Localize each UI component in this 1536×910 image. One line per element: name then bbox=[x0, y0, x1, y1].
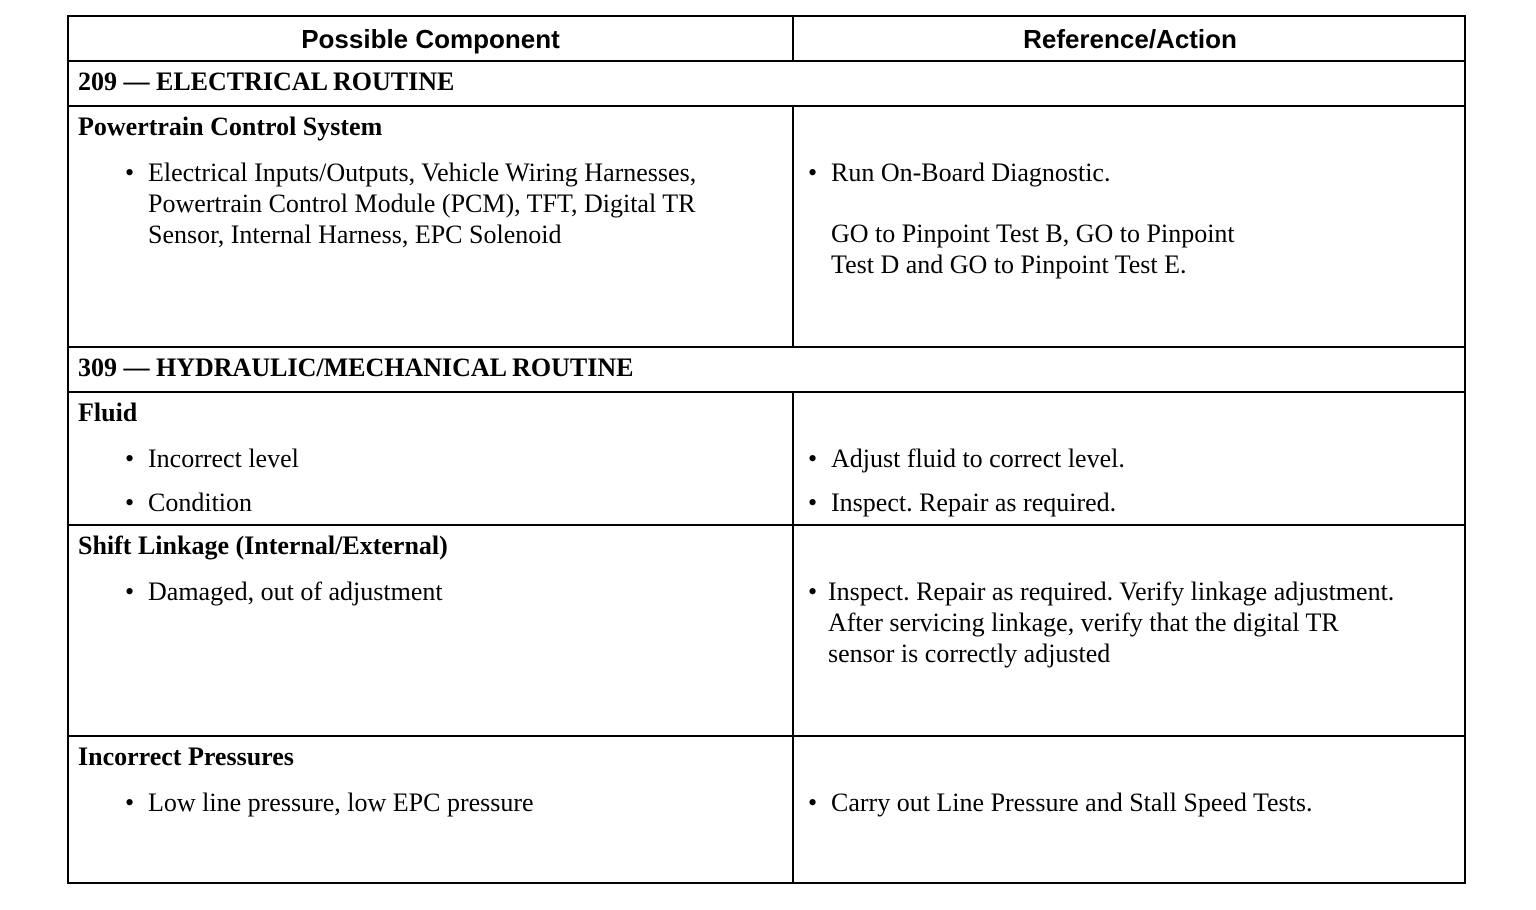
component-text: Electrical Inputs/Outputs, Vehicle Wiring Harnesses, Powertrain Control Module (PCM), TFT, Digital TR Sensor, Internal Harness, EPC Solenoid bbox=[148, 158, 697, 249]
bullet-icon: • bbox=[125, 488, 135, 517]
component-text: Damaged, out of adjustment bbox=[148, 577, 443, 606]
action-text: Run On-Board Diagnostic. bbox=[831, 158, 1111, 187]
action-text: Inspect. Repair as required. Verify linkage adjustment. After servicing linkage, verify that the digital TR sensor is correctly adjusted bbox=[828, 577, 1395, 668]
diagnostic-table bbox=[67, 15, 1466, 884]
fluid-row-divider bbox=[69, 524, 1464, 526]
column-divider-header bbox=[792, 17, 794, 60]
column-header-reference-action: Reference/Action bbox=[1023, 24, 1237, 54]
section-title-electrical: 209 — ELECTRICAL ROUTINE bbox=[78, 67, 455, 96]
section-209-divider bbox=[69, 105, 1464, 107]
component-text: Condition bbox=[148, 488, 253, 517]
column-header-possible-component: Possible Component bbox=[301, 24, 560, 54]
pinpoint-test-reference: GO to Pinpoint Test B, GO to Pinpoint Test D and GO to Pinpoint Test E. bbox=[831, 219, 1235, 279]
action-text: Inspect. Repair as required. bbox=[831, 488, 1117, 517]
bullet-icon: • bbox=[125, 158, 135, 187]
group-title-powertrain: Powertrain Control System bbox=[78, 112, 383, 141]
header-divider bbox=[69, 60, 1464, 62]
action-text: Carry out Line Pressure and Stall Speed Tests. bbox=[831, 788, 1313, 817]
bullet-icon: • bbox=[125, 577, 135, 606]
bullet-icon: • bbox=[808, 488, 818, 517]
group-title-fluid: Fluid bbox=[78, 398, 138, 427]
bullet-icon: • bbox=[808, 577, 818, 606]
group-title-shift-linkage: Shift Linkage (Internal/External) bbox=[78, 531, 448, 560]
section-title-hydraulic: 309 — HYDRAULIC/MECHANICAL ROUTINE bbox=[78, 353, 634, 382]
bullet-icon: • bbox=[808, 444, 818, 473]
column-divider-hydraulic bbox=[792, 391, 794, 884]
bullet-icon: • bbox=[808, 158, 818, 187]
bullet-icon: • bbox=[125, 444, 135, 473]
section-309-top-divider bbox=[69, 346, 1464, 348]
component-text: Incorrect level bbox=[148, 444, 299, 473]
section-309-divider bbox=[69, 391, 1464, 393]
bullet-icon: • bbox=[125, 788, 135, 817]
group-title-incorrect-pressures: Incorrect Pressures bbox=[78, 742, 294, 771]
component-text: Low line pressure, low EPC pressure bbox=[148, 788, 534, 817]
column-divider-electrical bbox=[792, 105, 794, 346]
bullet-icon: • bbox=[808, 788, 818, 817]
linkage-row-divider bbox=[69, 735, 1464, 737]
action-text: Adjust fluid to correct level. bbox=[831, 444, 1125, 473]
